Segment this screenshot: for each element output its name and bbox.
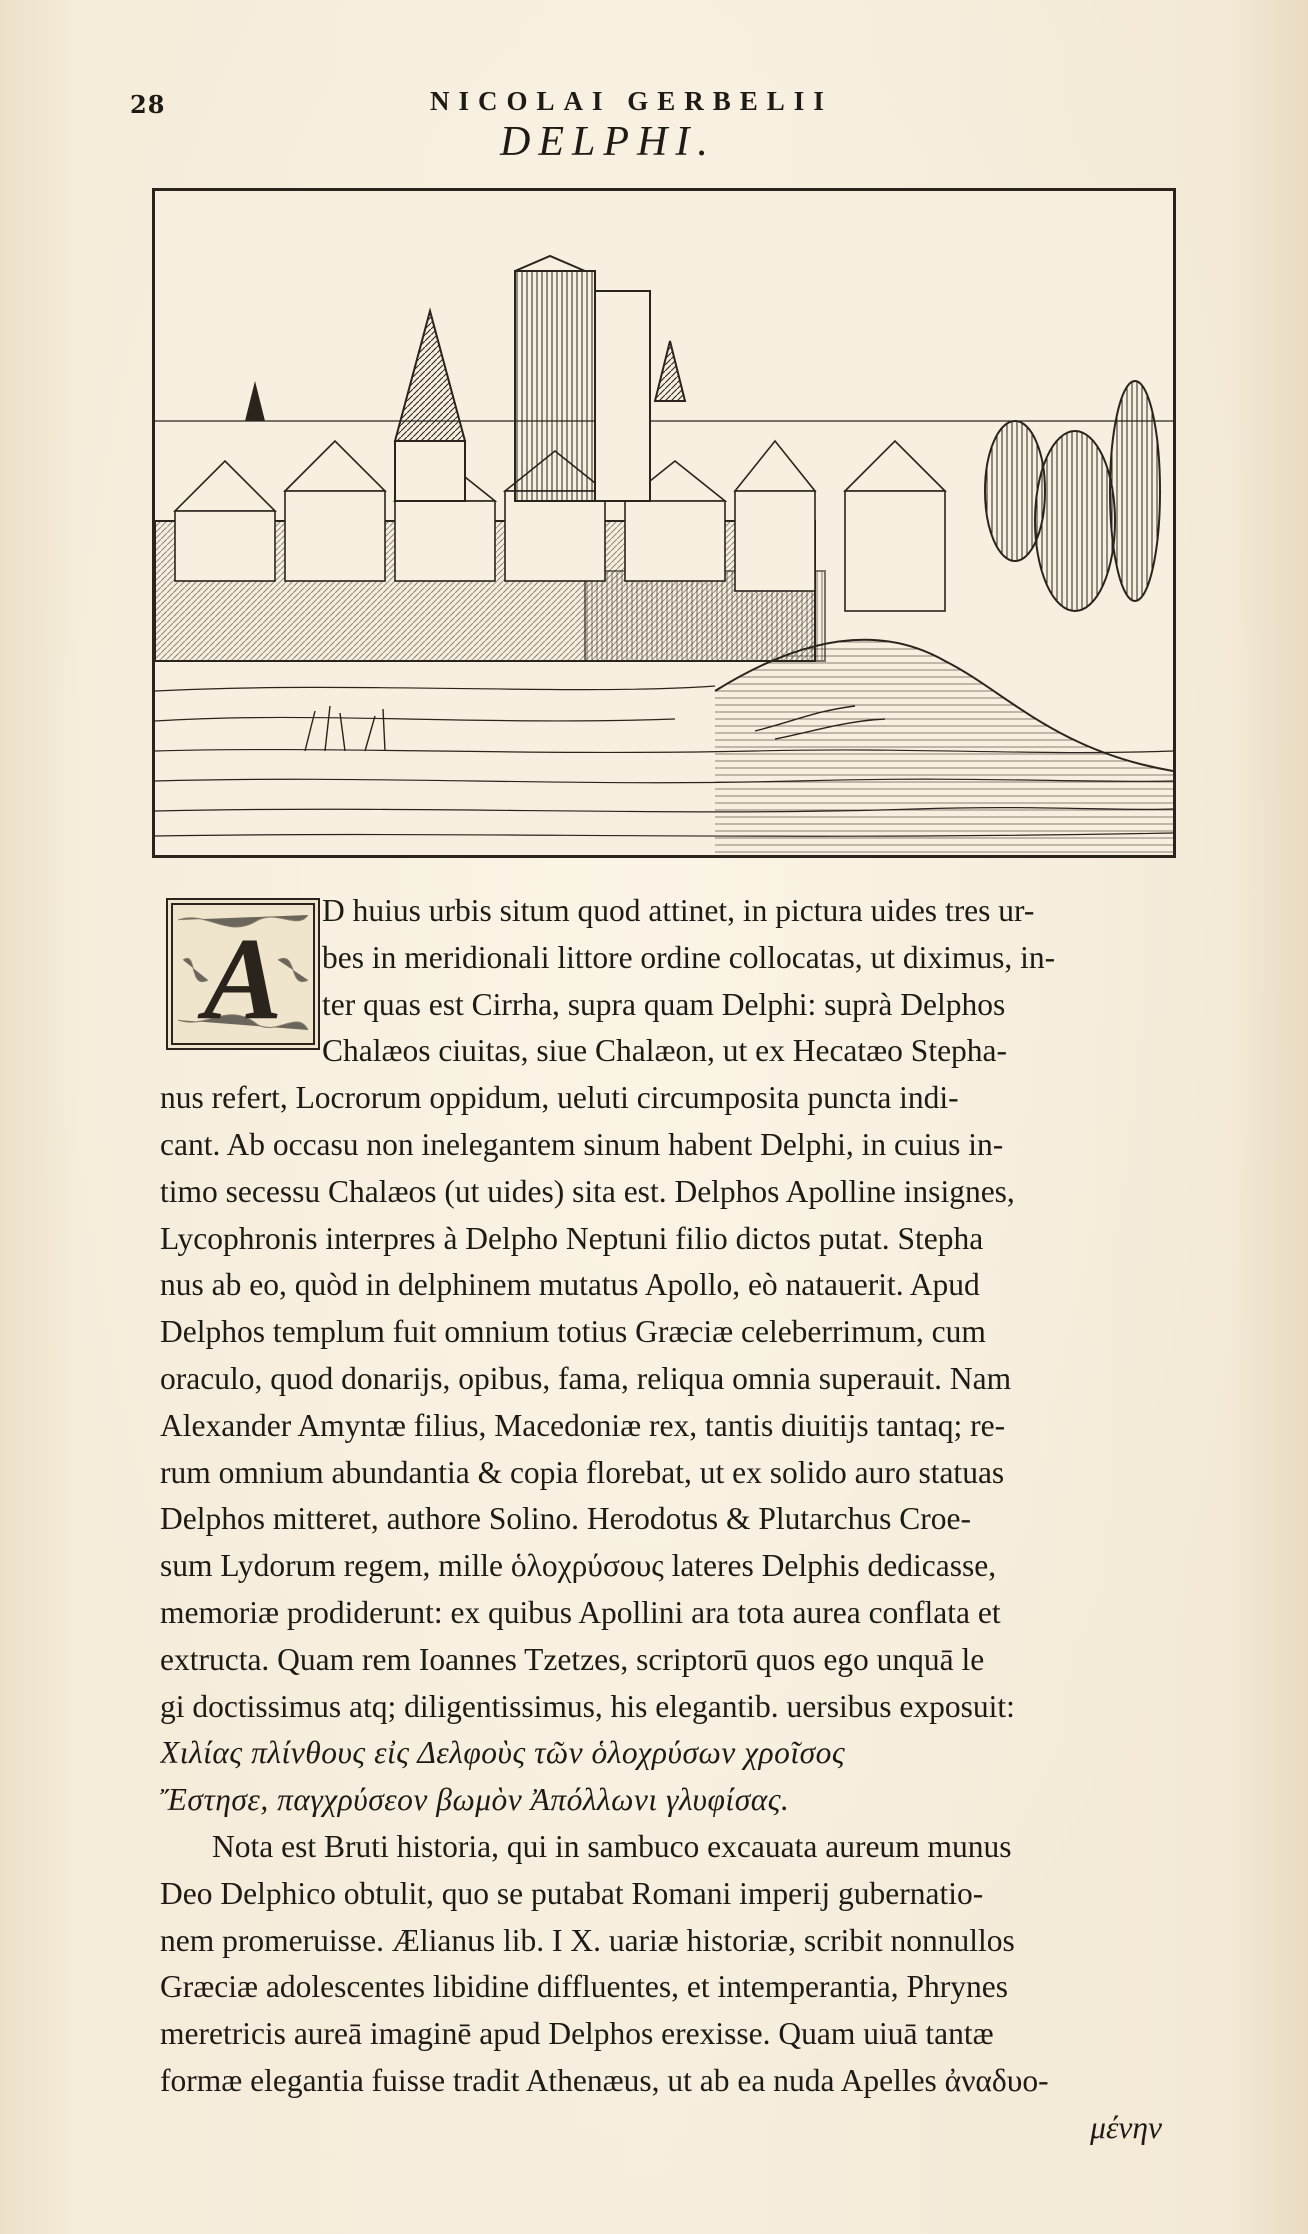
- text-line: nem promeruisse. Ælianus lib. I X. uariæ historiæ, scribit nonnullos: [160, 1922, 1015, 1958]
- text-line: memoriæ prodiderunt: ex quibus Apollini ara tota aurea conflata et: [160, 1594, 1001, 1630]
- woodcut-view-of-delphi-icon: [155, 191, 1173, 855]
- text-line: rum omnium abundantia & copia florebat, ut ex solido auro statuas: [160, 1454, 1005, 1490]
- page-number: 28: [130, 90, 166, 119]
- text-line: Delphos mitteret, authore Solino. Herodotus & Plutarchus Croe-: [160, 1501, 971, 1537]
- text-line: Chalæos ciuitas, siue Chalæon, ut ex Hecatæo Stepha-: [322, 1033, 1008, 1069]
- text-line: cant. Ab occasu non inelegantem sinum habent Delphi, in cuius in-: [160, 1126, 1004, 1162]
- woodcut-illustration: [152, 188, 1176, 858]
- text-line: oraculo, quod donarijs, opibus, fama, reliqua omnia superauit. Nam: [160, 1360, 1012, 1396]
- text-line: gi doctissimus atq; diligentissimus, his elegantib. uersibus exposuit:: [160, 1688, 1015, 1724]
- text-line: ter quas est Cirrha, supra quam Delphi: suprà Delphos: [322, 986, 1006, 1022]
- text-line: extructa. Quam rem Ioannes Tzetzes, scriptorū quos ego unquā le: [160, 1641, 985, 1677]
- text-line: bes in meridionali littore ordine collocatas, ut diximus, in-: [322, 939, 1056, 975]
- text-line: nus refert, Locrorum oppidum, ueluti circumposita puncta indi-: [160, 1080, 959, 1116]
- section-title: DELPHI.: [500, 119, 716, 165]
- text-line: Delphos templum fuit omnium totius Græciæ celeberrimum, cum: [160, 1314, 986, 1350]
- text-line: Lycophronis interpres à Delpho Neptuni filio dictos putat. Stepha: [160, 1220, 984, 1256]
- body-text: [160, 888, 1170, 2152]
- text-line: Deo Delphico obtulit, quo se putabat Romani imperij gubernatio-: [160, 1875, 984, 1911]
- greek-verse-line: Ἔστησε, παγχρύσεον βωμὸν Ἀπόλλωνι γλυφίσας.: [160, 1782, 790, 1818]
- text-line: Nota est Bruti historia, qui in sambuco excauata aureum munus: [212, 1828, 1012, 1864]
- text-line: sum Lydorum regem, mille ὁλοχρύσους lateres Delphis dedicasse,: [160, 1548, 997, 1584]
- text-line: meretricis aureā imaginē apud Delphos erexisse. Quam uiuā tantæ: [160, 2016, 994, 2052]
- text-line: timo secessu Chalæos (ut uides) sita est. Delphos Apolline insignes,: [160, 1173, 1015, 1209]
- catchword: μένην: [1090, 2109, 1162, 2145]
- text-line: Alexander Amyntæ filius, Macedoniæ rex, tantis diuitijs tantaq; re-: [160, 1407, 1006, 1443]
- svg-text:A: A: [203, 913, 283, 1044]
- text-line: Græciæ adolescentes libidine diffluentes, et intemperantia, Phrynes: [160, 1969, 1008, 2005]
- greek-verse-line: Χιλίας πλίνθους εἰς Δελφοὺς τῶν ὁλοχρύσων χροῖσος: [160, 1735, 846, 1771]
- text-line: D huius urbis situm quod attinet, in pictura uides tres ur-: [322, 893, 1035, 928]
- running-head: NICOLAI GERBELII: [430, 86, 833, 116]
- text-line: nus ab eo, quòd in delphinem mutatus Apollo, eò natauerit. Apud: [160, 1267, 980, 1303]
- text-line: formæ elegantia fuisse tradit Athenæus, ut ab ea nuda Apelles ἀναδυο-: [160, 2062, 1049, 2098]
